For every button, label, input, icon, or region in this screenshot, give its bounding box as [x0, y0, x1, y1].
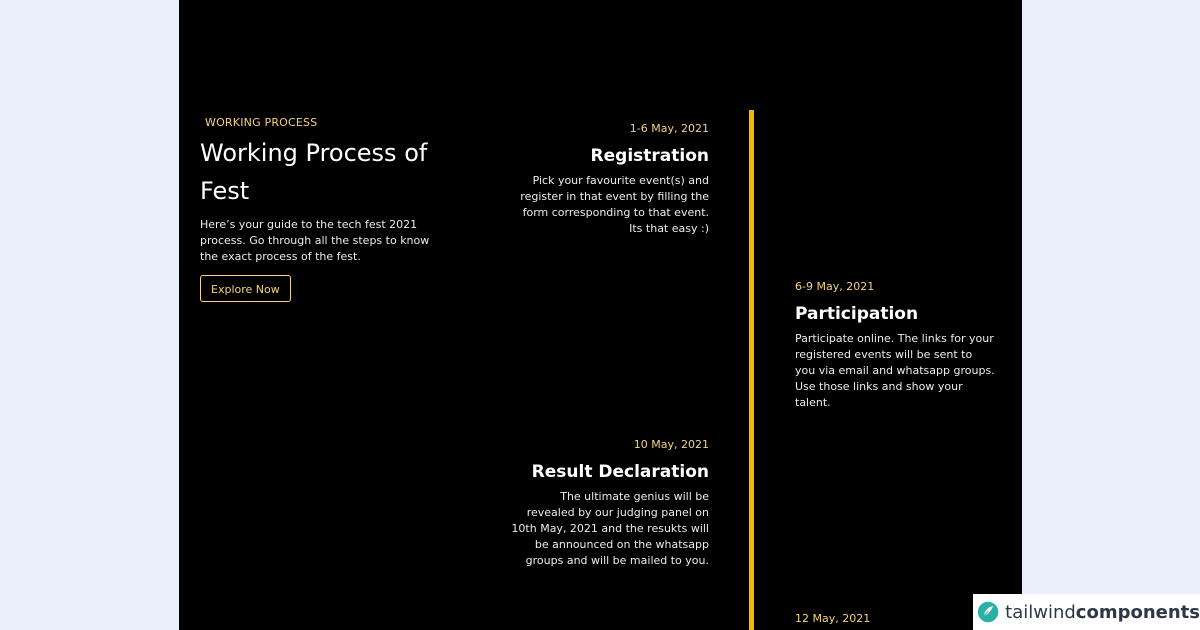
step-title: Result Declaration — [531, 462, 709, 482]
section-heading: Working Process of Fest — [200, 139, 428, 205]
step-title: Participation — [795, 304, 919, 324]
process-panel — [179, 0, 1022, 630]
step-date: 6-9 May, 2021 — [795, 280, 875, 293]
step-description: Participate online. The links for your registered events will be sent to you via email and whatsapp groups. Use those links and show your talent. — [795, 332, 995, 409]
badge-wordmark-light: tailwind — [1005, 601, 1076, 623]
badge-wordmark — [1005, 602, 1200, 623]
timeline-step-participation — [795, 279, 995, 411]
step-description: Pick your favourite event(s) and register in that event by filling the form corresponding to that event. Its that easy :) — [520, 174, 709, 235]
timeline-step-registration — [509, 121, 709, 237]
timeline-step-result-declaration — [509, 437, 709, 569]
step-description: The ultimate genius will be revealed by our judging panel on 10th May, 2021 and the resukts will be announced on the whatsapp groups and will be mailed to you. — [511, 490, 709, 567]
explore-now-button[interactable]: Explore Now — [200, 275, 291, 302]
step-date: 12 May, 2021 — [795, 612, 871, 625]
step-date: 1-6 May, 2021 — [629, 122, 709, 135]
timeline-step-final — [795, 611, 995, 627]
section-eyebrow: WORKING PROCESS — [205, 116, 318, 129]
tailwind-leaf-icon — [977, 599, 999, 625]
step-date: 10 May, 2021 — [633, 438, 709, 451]
step-title: Registration — [590, 146, 709, 166]
section-description: Here’s your guide to the tech fest 2021 process. Go through all the steps to know the exact process of the fest. — [200, 218, 430, 263]
intro-section — [200, 115, 440, 302]
badge-wordmark-bold: components — [1075, 601, 1200, 623]
tailwindcomponents-badge[interactable] — [973, 594, 1200, 630]
timeline-line — [749, 110, 754, 630]
